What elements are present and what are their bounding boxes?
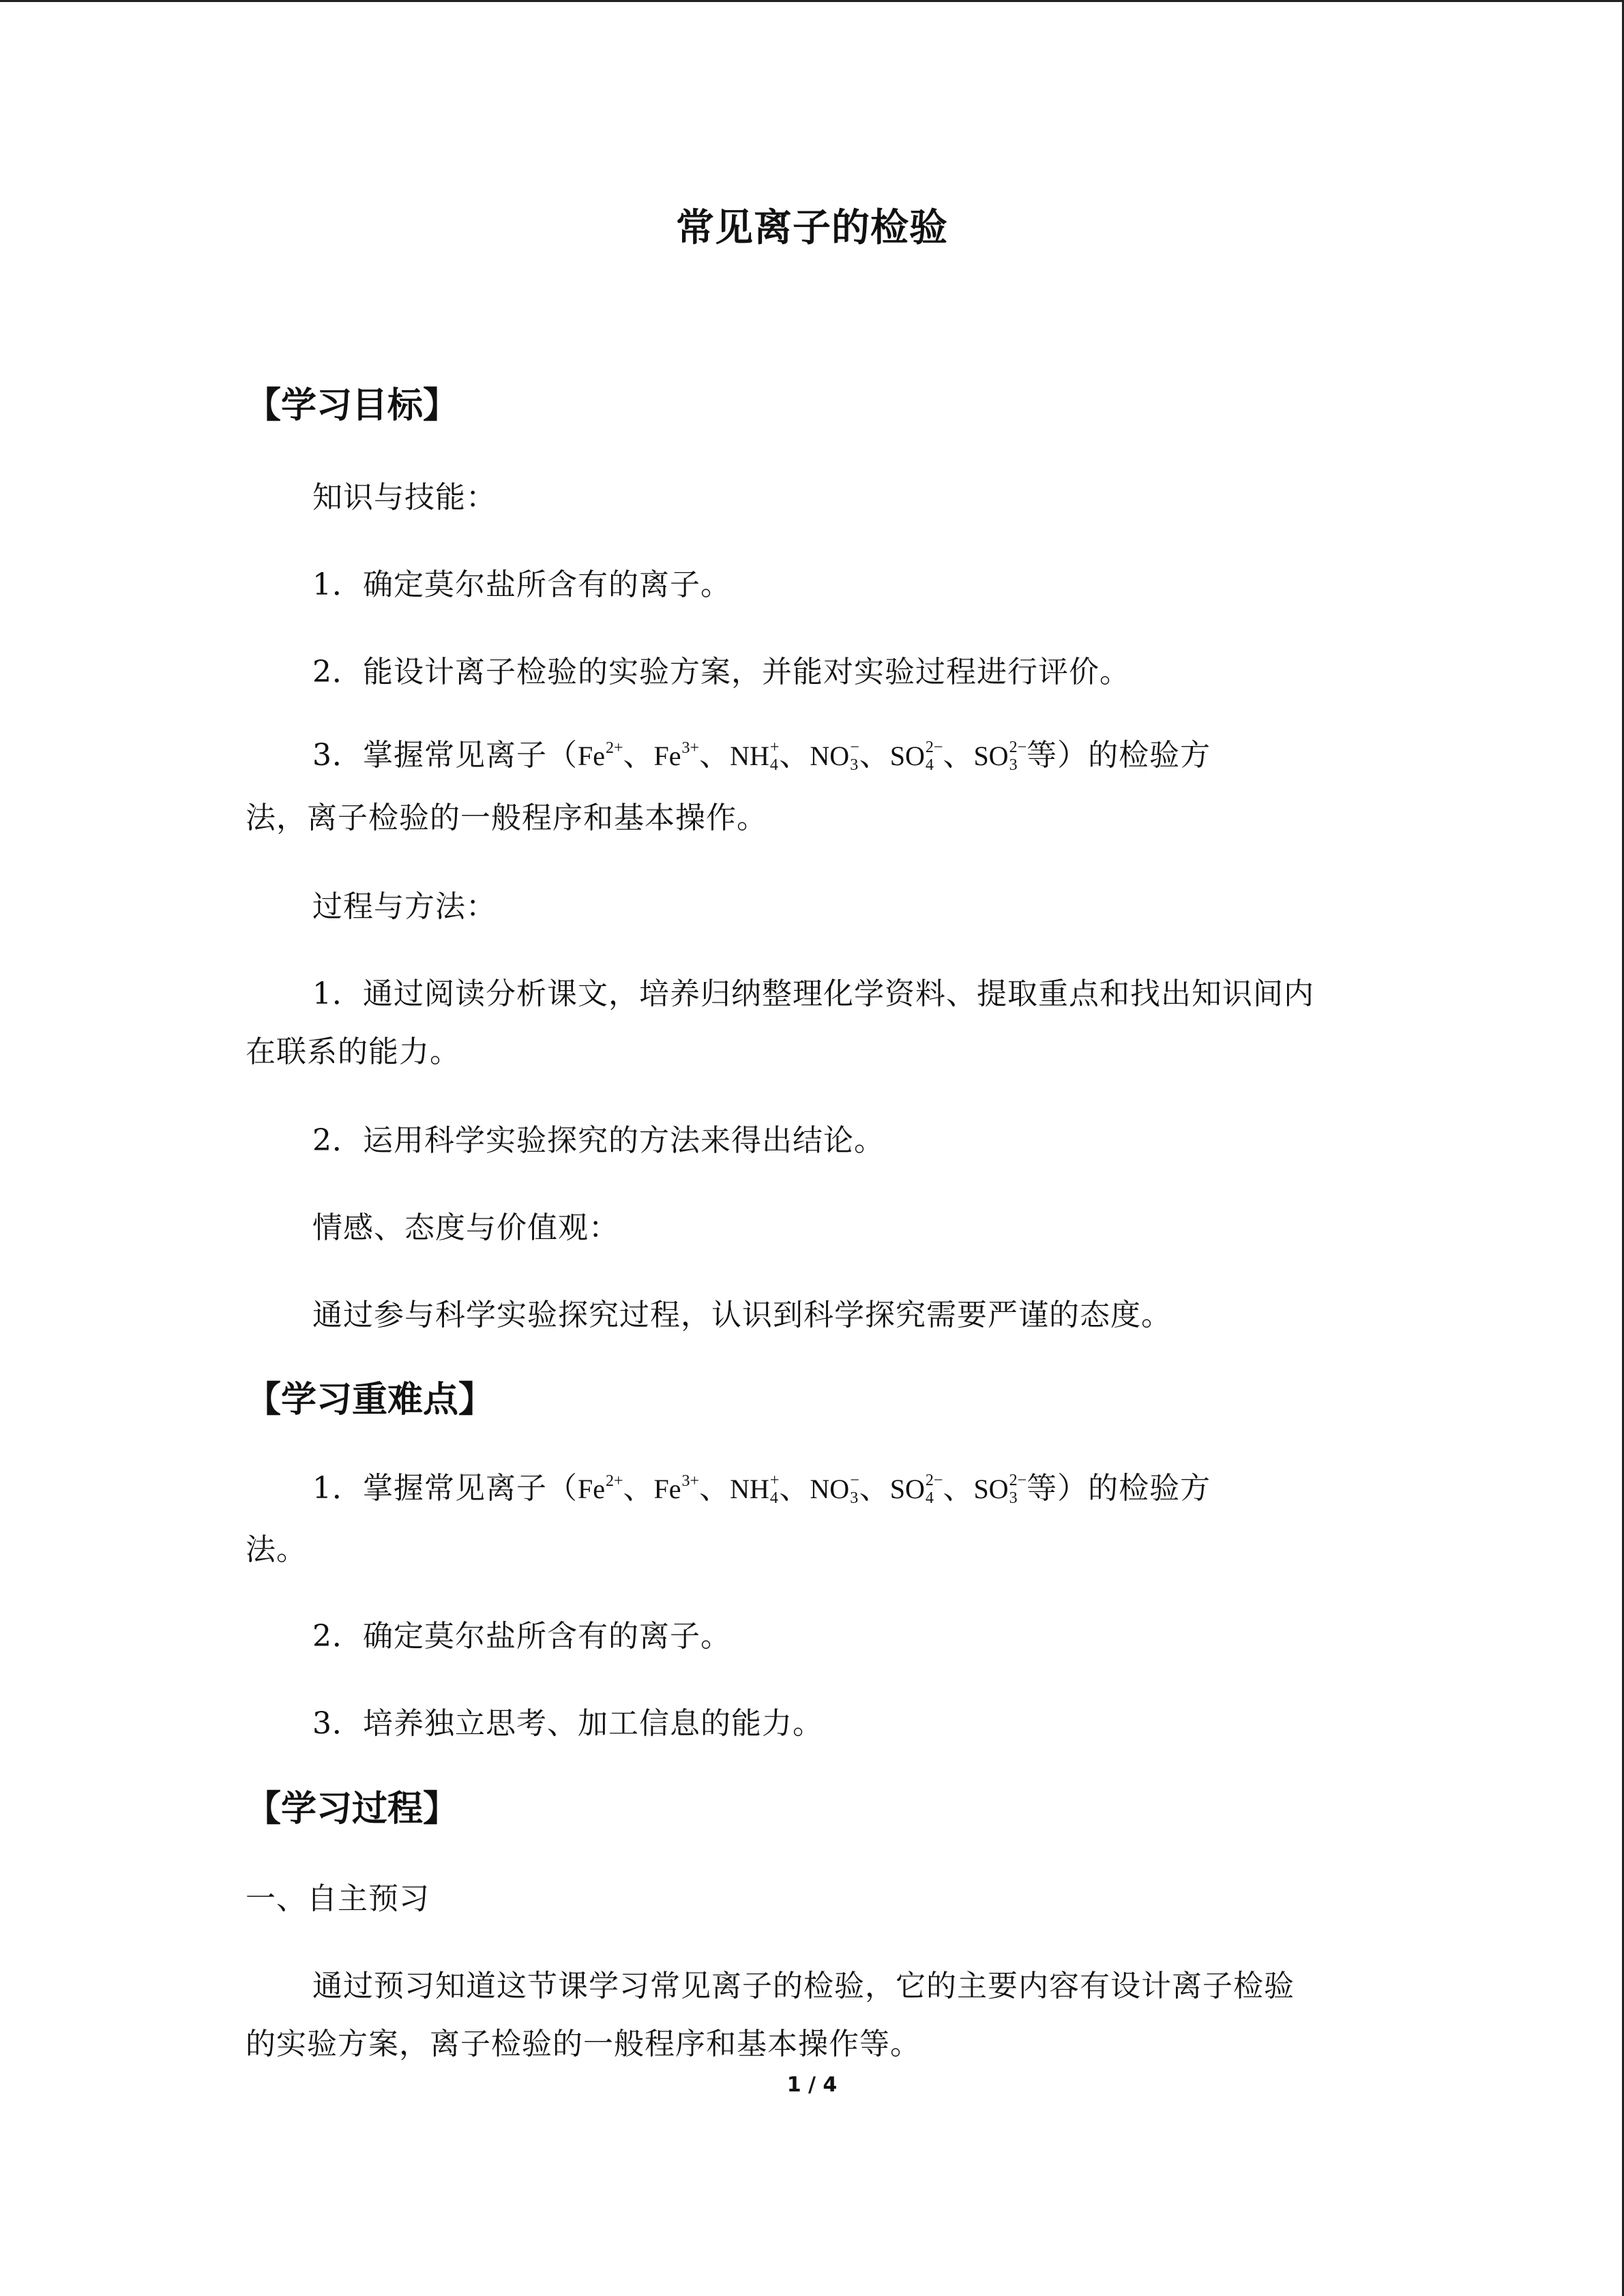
objective-p1-line1: 1．通过阅读分析课文，培养归纳整理化学资料、提取重点和找出知识间内 bbox=[312, 976, 1314, 1011]
keypoint-2: 2．确定莫尔盐所含有的离子。 bbox=[312, 1619, 731, 1654]
ion-no3: NO − 3 bbox=[810, 738, 859, 774]
ion-fe3: $Fe^{3+}$ bbox=[653, 1472, 700, 1504]
ion-no3: NO − 3 bbox=[810, 1471, 859, 1507]
ion-separator: 、 bbox=[699, 738, 730, 773]
ion-so4: SO 2− 4 bbox=[889, 1471, 943, 1507]
objective-k3-line2: 法，离子检验的一般程序和基本操作。 bbox=[246, 801, 767, 835]
ion-separator: 、 bbox=[779, 1471, 810, 1506]
ion-so3: SO 2− 3 bbox=[973, 1471, 1027, 1507]
ion-separator: 、 bbox=[859, 738, 890, 773]
ion-fe2: $Fe^{2+}$ bbox=[578, 739, 623, 771]
process-s1-line1: 通过预习知道这节课学习常见离子的检验，它的主要内容有设计离子检验 bbox=[312, 1969, 1295, 2003]
heading-key-points: 【学习重难点】 bbox=[246, 1380, 494, 1420]
keypoint-1-suffix: 等）的检验方 bbox=[1027, 1471, 1211, 1506]
objective-k2: 2．能设计离子检验的实验方案，并能对实验过程进行评价。 bbox=[312, 655, 1130, 689]
document-title: 常见离子的检验 bbox=[676, 206, 948, 250]
ion-separator: 、 bbox=[623, 738, 654, 773]
process-s1-line2: 的实验方案，离子检验的一般程序和基本操作等。 bbox=[246, 2027, 921, 2061]
ion-separator: 、 bbox=[623, 1471, 654, 1506]
ion-fe3: $Fe^{3+}$ bbox=[653, 739, 700, 771]
ion-separator: 、 bbox=[859, 1471, 890, 1506]
ion-separator: 、 bbox=[699, 1471, 730, 1506]
knowledge-label: 知识与技能： bbox=[312, 480, 497, 515]
objective-k3-suffix: 等）的检验方 bbox=[1027, 738, 1211, 773]
page-number: 1 / 4 bbox=[786, 2073, 838, 2097]
objective-e1: 通过参与科学实验探究过程，认识到科学探究需要严谨的态度。 bbox=[312, 1298, 1172, 1332]
keypoint-1-line1 bbox=[312, 1461, 1211, 1521]
ion-so4: SO 2− 4 bbox=[889, 738, 943, 774]
ion-nh4: NH + 4 bbox=[730, 738, 780, 774]
emotion-label: 情感、态度与价值观： bbox=[312, 1210, 619, 1245]
heading-process: 【学习过程】 bbox=[246, 1789, 459, 1830]
objective-p2: 2．运用科学实验探究的方法来得出结论。 bbox=[312, 1123, 885, 1158]
ion-separator: 、 bbox=[943, 1471, 974, 1506]
keypoint-1-prefix: 1．掌握常见离子（ bbox=[312, 1471, 578, 1506]
keypoint-1-line2: 法。 bbox=[246, 1532, 307, 1567]
ion-fe2: $Fe^{2+}$ bbox=[578, 1472, 623, 1504]
heading-objectives: 【学习目标】 bbox=[246, 385, 459, 426]
objective-k1: 1．确定莫尔盐所含有的离子。 bbox=[312, 567, 731, 602]
ion-separator: 、 bbox=[779, 738, 810, 773]
keypoint-3: 3．培养独立思考、加工信息的能力。 bbox=[312, 1706, 823, 1741]
objective-k3-prefix: 3．掌握常见离子（ bbox=[312, 738, 578, 773]
objective-k3-line1 bbox=[312, 728, 1211, 788]
ion-nh4: NH + 4 bbox=[730, 1471, 780, 1507]
objective-p1-line2: 在联系的能力。 bbox=[246, 1034, 460, 1069]
ion-so3: SO 2− 3 bbox=[973, 738, 1027, 774]
process-label: 过程与方法： bbox=[312, 889, 497, 924]
process-sub1: 一、自主预习 bbox=[246, 1881, 430, 1916]
ion-separator: 、 bbox=[943, 738, 974, 773]
